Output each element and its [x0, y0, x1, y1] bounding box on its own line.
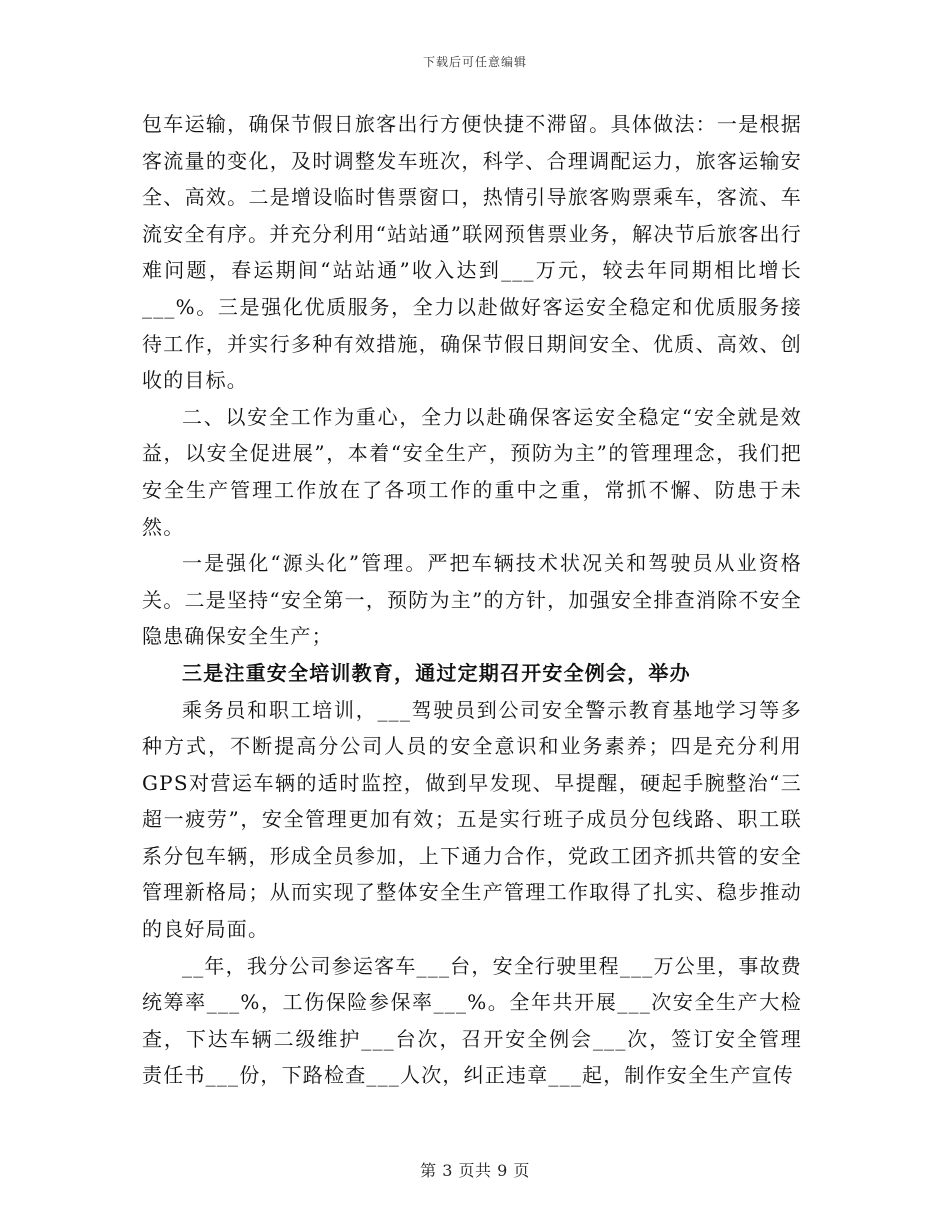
- document-body: [142, 106, 802, 1094]
- paragraph-continuation: 包车运输，确保节假日旅客出行方便快捷不滞留。具体做法：一是根据客流量的变化，及时调整发车班次，科学、合理调配运力，旅客运输安全、高效。二是增设临时售票窗口，热情引导旅客购票乘车，客流、车流安全有序。并充分利用“站站通”联网预售票业务，解决节后旅客出行难问题，春运期间“站站通”收入达到___万元，较去年同期相比增长___%。三是强化优质服务，全力以赴做好客运安全稳定和优质服务接待工作，并实行多种有效措施，确保节假日期间安全、优质、高效、创收的目标。: [142, 112, 802, 393]
- paragraph-training-detail: 乘务员和职工培训，___驾驶员到公司安全警示教育基地学习等多种方式，不断提高分公司人员的安全意识和业务素养；四是充分利用GPS对营运车辆的适时监控，做到早发现、早提醒，硬起手腕整治“三超一疲劳”，安全管理更加有效；五是实行班子成员分包线路、职工联系分包车辆，形成全员参加，上下通力合作，党政工团齐抓共管的安全管理新格局；从而实现了整体安全生产管理工作取得了扎实、稳步推动的良好局面。: [142, 697, 802, 942]
- paragraph-annual-stats: __年，我分公司参运客车___台，安全行驶里程___万公里，事故费统筹率___%，工伤保险参保率___%。全年共开展___次安全生产大检查，下达车辆二级维护___台次，召开安全例会___次，签订安全管理责任书___份，下路检查___人次，纠正违章___起，制作安全生产宣传: [142, 953, 802, 1088]
- paragraph-source-management: 一是强化“源头化”管理。严把车辆技术状况关和驾驶员从业资格关。二是坚持“安全第一，预防为主”的方针，加强安全排查消除不安全隐患确保安全生产；: [142, 551, 802, 649]
- page-number-footer: 第 3 页共 9 页: [420, 1161, 530, 1180]
- paragraph-safety-focus: 二、以安全工作为重心，全力以赴确保客运安全稳定“安全就是效益，以安全促进展”，本着“安全生产，预防为主”的管理理念，我们把安全生产管理工作放在了各项工作的重中之重，常抓不懈、防患于未然。: [142, 404, 802, 539]
- paragraph-training-heading: 三是注重安全培训教育，通过定期召开安全例会，举办: [182, 660, 691, 685]
- page-header: 下载后可任意编辑: [422, 55, 527, 69]
